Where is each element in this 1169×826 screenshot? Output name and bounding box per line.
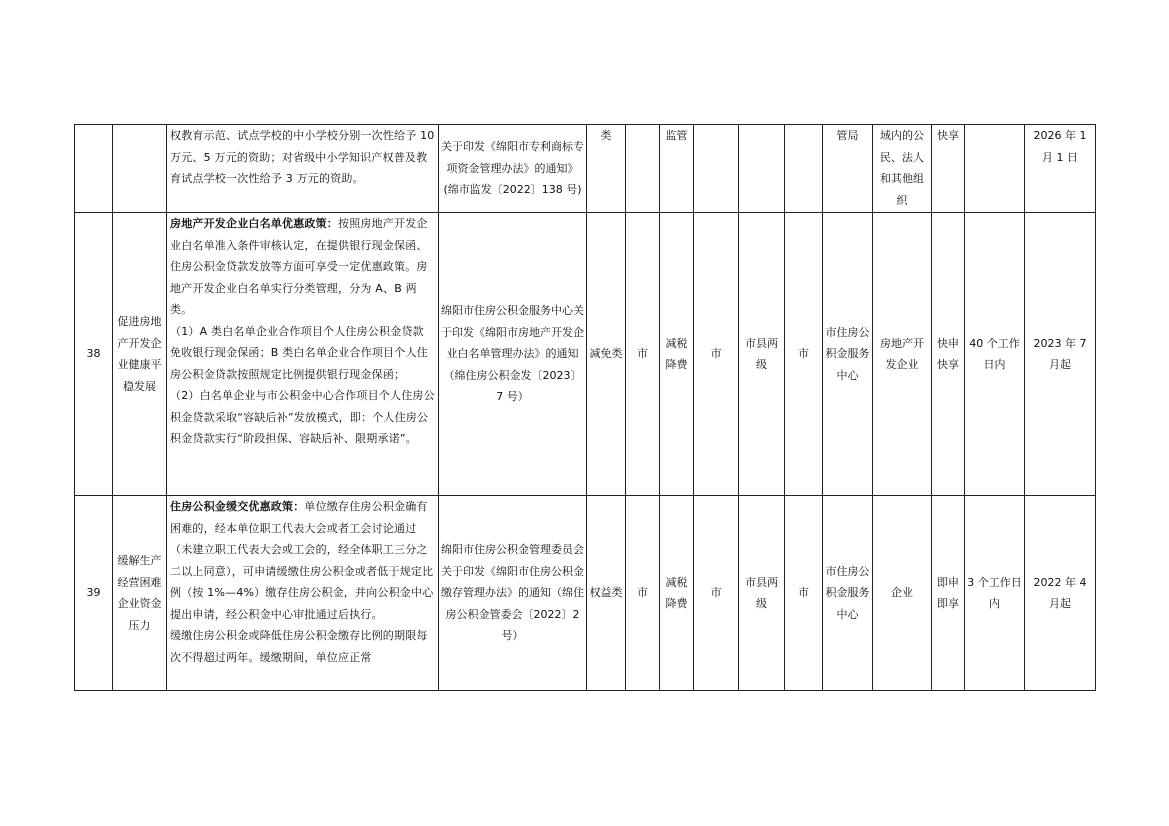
- policy-text: 缓缴住房公积金或降低住房公积金缴存比例的期限每次不得超过两年。缓缴期间，单位应正常: [170, 629, 428, 664]
- dept-cell: 市住房公积金服务中心: [823, 213, 873, 496]
- basis-cell: 绵阳市住房公积金管理委员会关于印发《绵阳市住房公积金缴存管理办法》的通知（绵住房公积金管委会〔2022〕2 号）: [439, 496, 587, 691]
- date-cell: 2023 年 7 月起: [1025, 213, 1096, 496]
- type-cell: 类: [587, 125, 626, 213]
- col8-cell: 市: [785, 496, 823, 691]
- policy-cell: [167, 496, 439, 691]
- policy-text: 按照房地产开发企业白名单准入条件审核认定，在提供银行现金保函、住房公积金贷款发放等方面可享受一定优惠政策。房地产开发企业白名单实行分类管理，分为 A、B 两类。: [170, 217, 428, 316]
- col7-cell: 市县两级: [739, 213, 785, 496]
- time-cell: 3 个工作日内: [965, 496, 1025, 691]
- policy-title: 住房公积金缓交优惠政策：: [170, 500, 305, 513]
- policy-text: 单位缴存住房公积金确有困难的，经本单位职工代表大会或者工会讨论通过（未建立职工代表大会或工会的，经全体职工三分之二以上同意），可申请缓缴住房公积金或者低于规定比例（按 1%—4%）缴存住房公积金，并向公积金中心提出申请，经公积金中心审批通过后执行。: [170, 500, 434, 621]
- col7-cell: [739, 125, 785, 213]
- type-cell: 权益类: [587, 496, 626, 691]
- date-cell: 2026 年 1 月 1 日: [1025, 125, 1096, 213]
- seq-cell: [75, 125, 113, 213]
- policy-text: 权教育示范、试点学校的中小学校分别一次性给予 10 万元、5 万元的资助；对省级中小学知识产权普及教育试点学校一次性给予 3 万元的资助。: [170, 129, 435, 185]
- basis-cell: 绵阳市住房公积金服务中心关于印发《绵阳市房地产开发企业白名单管理办法》的通知（绵住房公积金发〔2023〕7 号）: [439, 213, 587, 496]
- time-cell: [965, 125, 1025, 213]
- method-cell: 减税降费: [660, 213, 694, 496]
- target-cell: 域内的公民、法人和其他组织: [873, 125, 932, 213]
- col8-cell: [785, 125, 823, 213]
- mode-cell: 即申即享: [932, 496, 965, 691]
- col6-cell: [694, 125, 739, 213]
- policy-cell: [167, 125, 439, 213]
- target-cell: 企业: [873, 496, 932, 691]
- col8-cell: 市: [785, 213, 823, 496]
- method-cell: 减税降费: [660, 496, 694, 691]
- level-cell: 市: [626, 496, 660, 691]
- policy-text: （1）A 类白名单企业合作项目个人住房公积金贷款免收银行现金保函；B 类白名单企业合作项目个人住房公积金贷款按照规定比例提供银行现金保函；: [170, 324, 428, 381]
- table-row: [75, 496, 1096, 691]
- dept-cell: 管局: [823, 125, 873, 213]
- policy-text: （2）白名单企业与市公积金中心合作项目个人住房公积金贷款采取“容缺后补”发放模式，即：个人住房公积金贷款实行“阶段担保、容缺后补、限期承诺”。: [170, 389, 435, 445]
- policy-title: 房地产开发企业白名单优惠政策：: [170, 217, 338, 230]
- col6-cell: 市: [694, 213, 739, 496]
- level-cell: 市: [626, 213, 660, 496]
- type-cell: 减免类: [587, 213, 626, 496]
- table-row: [75, 125, 1096, 213]
- category-cell: 促进房地产开发企业健康平稳发展: [113, 213, 167, 496]
- mode-cell: 快享: [932, 125, 965, 213]
- col7-cell: 市县两级: [739, 496, 785, 691]
- mode-cell: 快申快享: [932, 213, 965, 496]
- level-cell: [626, 125, 660, 213]
- basis-cell: 关于印发《绵阳市专利商标专项资金管理办法》的通知》(绵市监发〔2022〕138 号): [439, 125, 587, 213]
- date-cell: 2022 年 4 月起: [1025, 496, 1096, 691]
- category-cell: [113, 125, 167, 213]
- seq-cell: 38: [75, 213, 113, 496]
- target-cell: 房地产开发企业: [873, 213, 932, 496]
- col6-cell: 市: [694, 496, 739, 691]
- dept-cell: 市住房公积金服务中心: [823, 496, 873, 691]
- table-row: [75, 213, 1096, 496]
- seq-cell: 39: [75, 496, 113, 691]
- policy-cell: [167, 213, 439, 496]
- category-cell: 缓解生产经营困难企业资金压力: [113, 496, 167, 691]
- method-cell: 监管: [660, 125, 694, 213]
- policy-table: [74, 124, 1096, 691]
- time-cell: 40 个工作日内: [965, 213, 1025, 496]
